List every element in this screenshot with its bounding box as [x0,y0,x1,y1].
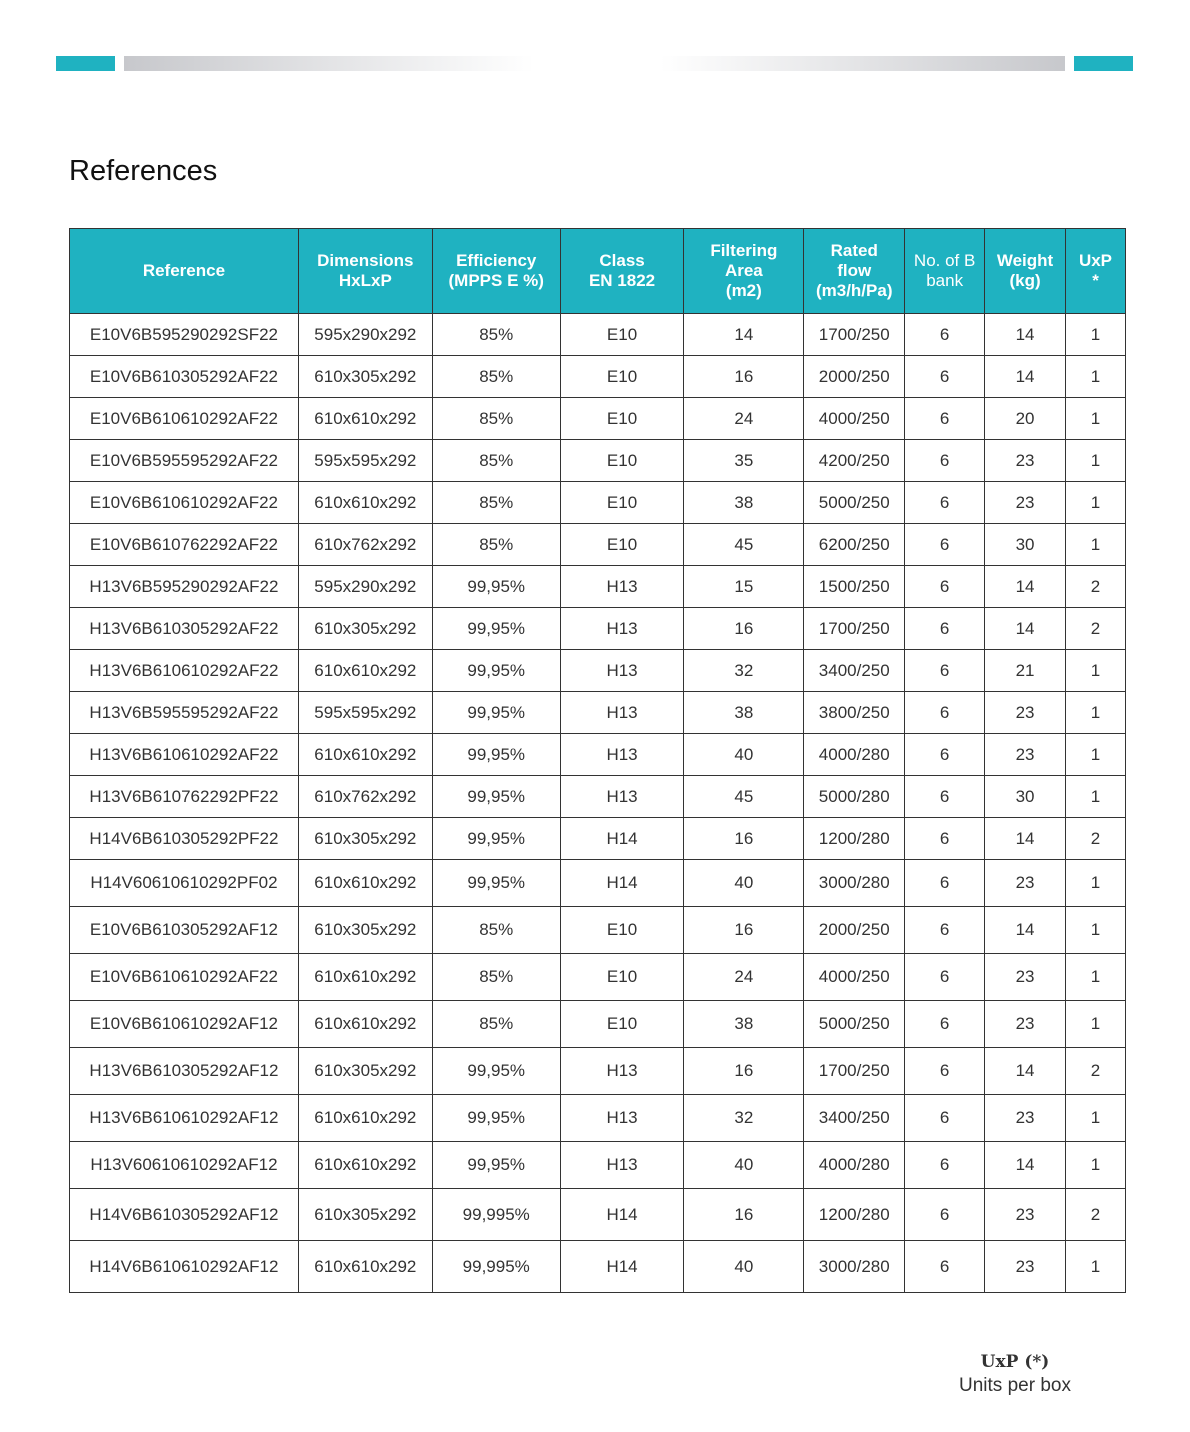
cell-efficiency: 99,95% [432,860,560,907]
cell-reference: E10V6B610305292AF12 [70,907,299,954]
table-row [70,776,1126,818]
header-accent-bar-right [1074,56,1133,71]
cell-reference: H13V6B610610292AF22 [70,650,299,692]
cell-filtering-area: 16 [684,608,804,650]
cell-dimensions: 610x610x292 [298,1001,432,1048]
cell-weight: 14 [985,608,1066,650]
column-header-uxp: UxP * [1066,229,1126,314]
cell-filtering-area: 32 [684,650,804,692]
cell-class: H13 [560,566,684,608]
cell-rated-flow: 1700/250 [804,1048,905,1095]
cell-weight: 23 [985,1189,1066,1241]
cell-class: H13 [560,608,684,650]
cell-uxp: 1 [1066,398,1126,440]
header-gradient-bar-left [124,56,534,71]
cell-class: E10 [560,482,684,524]
cell-dimensions: 610x610x292 [298,734,432,776]
cell-reference: E10V6B595290292SF22 [70,314,299,356]
cell-reference: E10V6B595595292AF22 [70,440,299,482]
cell-reference: E10V6B610762292AF22 [70,524,299,566]
cell-dimensions: 610x762x292 [298,524,432,566]
cell-b-bank: 6 [905,356,985,398]
cell-efficiency: 99,95% [432,566,560,608]
cell-filtering-area: 24 [684,954,804,1001]
cell-reference: H14V6B610305292AF12 [70,1189,299,1241]
cell-uxp: 2 [1066,1189,1126,1241]
column-header-weight: Weight (kg) [985,229,1066,314]
cell-rated-flow: 1200/280 [804,818,905,860]
cell-filtering-area: 16 [684,818,804,860]
cell-filtering-area: 16 [684,1189,804,1241]
cell-filtering-area: 38 [684,692,804,734]
cell-rated-flow: 1700/250 [804,608,905,650]
cell-filtering-area: 40 [684,860,804,907]
cell-efficiency: 85% [432,954,560,1001]
cell-rated-flow: 5000/250 [804,482,905,524]
cell-uxp: 1 [1066,1095,1126,1142]
cell-weight: 14 [985,314,1066,356]
cell-weight: 14 [985,356,1066,398]
cell-efficiency: 85% [432,398,560,440]
cell-reference: H14V6B610305292PF22 [70,818,299,860]
cell-efficiency: 99,95% [432,1048,560,1095]
cell-filtering-area: 32 [684,1095,804,1142]
table-row [70,314,1126,356]
cell-b-bank: 6 [905,314,985,356]
cell-weight: 23 [985,1095,1066,1142]
cell-uxp: 2 [1066,566,1126,608]
cell-dimensions: 595x290x292 [298,314,432,356]
cell-class: E10 [560,524,684,566]
cell-efficiency: 85% [432,907,560,954]
cell-filtering-area: 14 [684,314,804,356]
table-row [70,398,1126,440]
table-row [70,1241,1126,1293]
cell-rated-flow: 4000/280 [804,1142,905,1189]
cell-uxp: 1 [1066,356,1126,398]
table-row [70,818,1126,860]
cell-dimensions: 610x305x292 [298,1048,432,1095]
cell-dimensions: 610x610x292 [298,398,432,440]
cell-efficiency: 99,995% [432,1189,560,1241]
cell-weight: 23 [985,482,1066,524]
table-row [70,1048,1126,1095]
cell-weight: 23 [985,1001,1066,1048]
table-row [70,692,1126,734]
column-header-dimensions: Dimensions HxLxP [298,229,432,314]
column-header-b-bank: No. of B bank [905,229,985,314]
cell-uxp: 1 [1066,734,1126,776]
cell-b-bank: 6 [905,524,985,566]
table-row [70,860,1126,907]
column-header-reference: Reference [70,229,299,314]
cell-class: H13 [560,1048,684,1095]
cell-class: E10 [560,356,684,398]
table-row [70,608,1126,650]
cell-b-bank: 6 [905,650,985,692]
cell-b-bank: 6 [905,440,985,482]
table-row [70,1189,1126,1241]
cell-weight: 23 [985,954,1066,1001]
cell-dimensions: 610x762x292 [298,776,432,818]
cell-efficiency: 99,95% [432,608,560,650]
cell-filtering-area: 40 [684,734,804,776]
cell-b-bank: 6 [905,1142,985,1189]
cell-b-bank: 6 [905,1095,985,1142]
cell-weight: 23 [985,860,1066,907]
cell-dimensions: 595x595x292 [298,692,432,734]
column-header-efficiency: Efficiency (MPPS E %) [432,229,560,314]
cell-weight: 23 [985,692,1066,734]
cell-rated-flow: 1700/250 [804,314,905,356]
table-row [70,1142,1126,1189]
cell-weight: 20 [985,398,1066,440]
cell-rated-flow: 3400/250 [804,650,905,692]
cell-class: H13 [560,692,684,734]
cell-uxp: 1 [1066,524,1126,566]
footnote-term: UxP (*) [980,1352,1050,1372]
cell-efficiency: 85% [432,482,560,524]
cell-rated-flow: 4000/250 [804,954,905,1001]
cell-class: H14 [560,860,684,907]
cell-filtering-area: 24 [684,398,804,440]
cell-uxp: 1 [1066,776,1126,818]
cell-class: H13 [560,776,684,818]
cell-dimensions: 610x305x292 [298,818,432,860]
cell-filtering-area: 35 [684,440,804,482]
table-row [70,356,1126,398]
header-gradient-bar-right [660,56,1065,71]
cell-dimensions: 610x610x292 [298,482,432,524]
cell-filtering-area: 38 [684,1001,804,1048]
cell-uxp: 1 [1066,692,1126,734]
cell-filtering-area: 15 [684,566,804,608]
table-row [70,1095,1126,1142]
table-row [70,954,1126,1001]
cell-weight: 23 [985,440,1066,482]
cell-class: H13 [560,650,684,692]
cell-efficiency: 99,95% [432,650,560,692]
cell-b-bank: 6 [905,482,985,524]
cell-reference: H13V6B610762292PF22 [70,776,299,818]
cell-b-bank: 6 [905,1001,985,1048]
cell-reference: E10V6B610305292AF22 [70,356,299,398]
cell-weight: 14 [985,818,1066,860]
cell-uxp: 1 [1066,440,1126,482]
cell-weight: 30 [985,524,1066,566]
cell-uxp: 1 [1066,954,1126,1001]
cell-class: E10 [560,1001,684,1048]
cell-efficiency: 85% [432,1001,560,1048]
cell-class: H13 [560,734,684,776]
cell-efficiency: 85% [432,440,560,482]
cell-rated-flow: 5000/250 [804,1001,905,1048]
table-row [70,1001,1126,1048]
cell-dimensions: 610x610x292 [298,1241,432,1293]
cell-b-bank: 6 [905,1241,985,1293]
cell-filtering-area: 40 [684,1142,804,1189]
cell-dimensions: 595x595x292 [298,440,432,482]
cell-rated-flow: 3800/250 [804,692,905,734]
cell-class: E10 [560,440,684,482]
cell-uxp: 1 [1066,314,1126,356]
cell-dimensions: 610x610x292 [298,1142,432,1189]
cell-weight: 14 [985,1048,1066,1095]
cell-reference: H13V6B610610292AF22 [70,734,299,776]
cell-class: H13 [560,1142,684,1189]
cell-weight: 14 [985,566,1066,608]
page-title: References [69,155,218,187]
cell-class: E10 [560,314,684,356]
cell-dimensions: 610x610x292 [298,860,432,907]
cell-b-bank: 6 [905,1189,985,1241]
cell-filtering-area: 40 [684,1241,804,1293]
table-row [70,566,1126,608]
cell-class: H13 [560,1095,684,1142]
cell-b-bank: 6 [905,398,985,440]
table-header-row [70,229,1126,314]
cell-efficiency: 85% [432,314,560,356]
table-row [70,524,1126,566]
cell-rated-flow: 2000/250 [804,907,905,954]
cell-efficiency: 99,95% [432,818,560,860]
cell-efficiency: 99,95% [432,692,560,734]
cell-uxp: 1 [1066,1142,1126,1189]
cell-uxp: 1 [1066,907,1126,954]
cell-reference: H14V6B610610292AF12 [70,1241,299,1293]
cell-rated-flow: 6200/250 [804,524,905,566]
cell-weight: 23 [985,734,1066,776]
cell-filtering-area: 45 [684,524,804,566]
table-row [70,440,1126,482]
cell-rated-flow: 4000/280 [804,734,905,776]
cell-b-bank: 6 [905,818,985,860]
column-header-rated-flow: Rated flow (m3/h/Pa) [804,229,905,314]
cell-b-bank: 6 [905,734,985,776]
cell-filtering-area: 16 [684,356,804,398]
cell-uxp: 2 [1066,818,1126,860]
cell-b-bank: 6 [905,907,985,954]
column-header-filtering-area: Filtering Area (m2) [684,229,804,314]
cell-uxp: 1 [1066,650,1126,692]
cell-dimensions: 610x610x292 [298,1095,432,1142]
cell-class: H14 [560,818,684,860]
cell-weight: 21 [985,650,1066,692]
footnote-definition: Units per box [959,1375,1071,1396]
cell-weight: 14 [985,907,1066,954]
cell-rated-flow: 5000/280 [804,776,905,818]
cell-dimensions: 610x305x292 [298,907,432,954]
cell-dimensions: 610x305x292 [298,356,432,398]
cell-reference: H13V6B595290292AF22 [70,566,299,608]
cell-reference: E10V6B610610292AF12 [70,1001,299,1048]
cell-b-bank: 6 [905,608,985,650]
cell-class: E10 [560,398,684,440]
table-row [70,907,1126,954]
table-row [70,650,1126,692]
cell-reference: H13V6B610305292AF12 [70,1048,299,1095]
cell-b-bank: 6 [905,692,985,734]
cell-b-bank: 6 [905,776,985,818]
cell-rated-flow: 3000/280 [804,1241,905,1293]
cell-rated-flow: 1500/250 [804,566,905,608]
cell-filtering-area: 16 [684,1048,804,1095]
cell-rated-flow: 3400/250 [804,1095,905,1142]
cell-rated-flow: 4200/250 [804,440,905,482]
cell-uxp: 1 [1066,860,1126,907]
cell-efficiency: 99,95% [432,776,560,818]
cell-class: H14 [560,1189,684,1241]
cell-weight: 14 [985,1142,1066,1189]
cell-rated-flow: 4000/250 [804,398,905,440]
cell-weight: 23 [985,1241,1066,1293]
cell-b-bank: 6 [905,1048,985,1095]
column-header-class: Class EN 1822 [560,229,684,314]
cell-uxp: 1 [1066,482,1126,524]
footnote [940,1350,1090,1398]
cell-weight: 30 [985,776,1066,818]
cell-reference: E10V6B610610292AF22 [70,482,299,524]
cell-efficiency: 99,95% [432,1095,560,1142]
cell-reference: E10V6B610610292AF22 [70,954,299,1001]
cell-uxp: 2 [1066,608,1126,650]
table-row [70,734,1126,776]
header-accent-bar-left [56,56,115,71]
cell-efficiency: 99,95% [432,1142,560,1189]
cell-b-bank: 6 [905,860,985,907]
cell-efficiency: 85% [432,524,560,566]
cell-rated-flow: 1200/280 [804,1189,905,1241]
table-row [70,482,1126,524]
cell-filtering-area: 16 [684,907,804,954]
cell-dimensions: 610x305x292 [298,608,432,650]
cell-b-bank: 6 [905,566,985,608]
cell-reference: H14V60610610292PF02 [70,860,299,907]
cell-class: E10 [560,907,684,954]
cell-filtering-area: 45 [684,776,804,818]
cell-dimensions: 610x610x292 [298,954,432,1001]
cell-uxp: 1 [1066,1001,1126,1048]
cell-efficiency: 99,95% [432,734,560,776]
cell-reference: H13V60610610292AF12 [70,1142,299,1189]
cell-efficiency: 99,995% [432,1241,560,1293]
cell-dimensions: 610x305x292 [298,1189,432,1241]
cell-class: H14 [560,1241,684,1293]
cell-filtering-area: 38 [684,482,804,524]
cell-class: E10 [560,954,684,1001]
cell-uxp: 2 [1066,1048,1126,1095]
cell-dimensions: 610x610x292 [298,650,432,692]
cell-reference: H13V6B595595292AF22 [70,692,299,734]
cell-reference: H13V6B610305292AF22 [70,608,299,650]
cell-reference: E10V6B610610292AF22 [70,398,299,440]
cell-rated-flow: 2000/250 [804,356,905,398]
cell-efficiency: 85% [432,356,560,398]
cell-b-bank: 6 [905,954,985,1001]
cell-reference: H13V6B610610292AF12 [70,1095,299,1142]
cell-uxp: 1 [1066,1241,1126,1293]
cell-dimensions: 595x290x292 [298,566,432,608]
cell-rated-flow: 3000/280 [804,860,905,907]
references-table [69,228,1126,1293]
